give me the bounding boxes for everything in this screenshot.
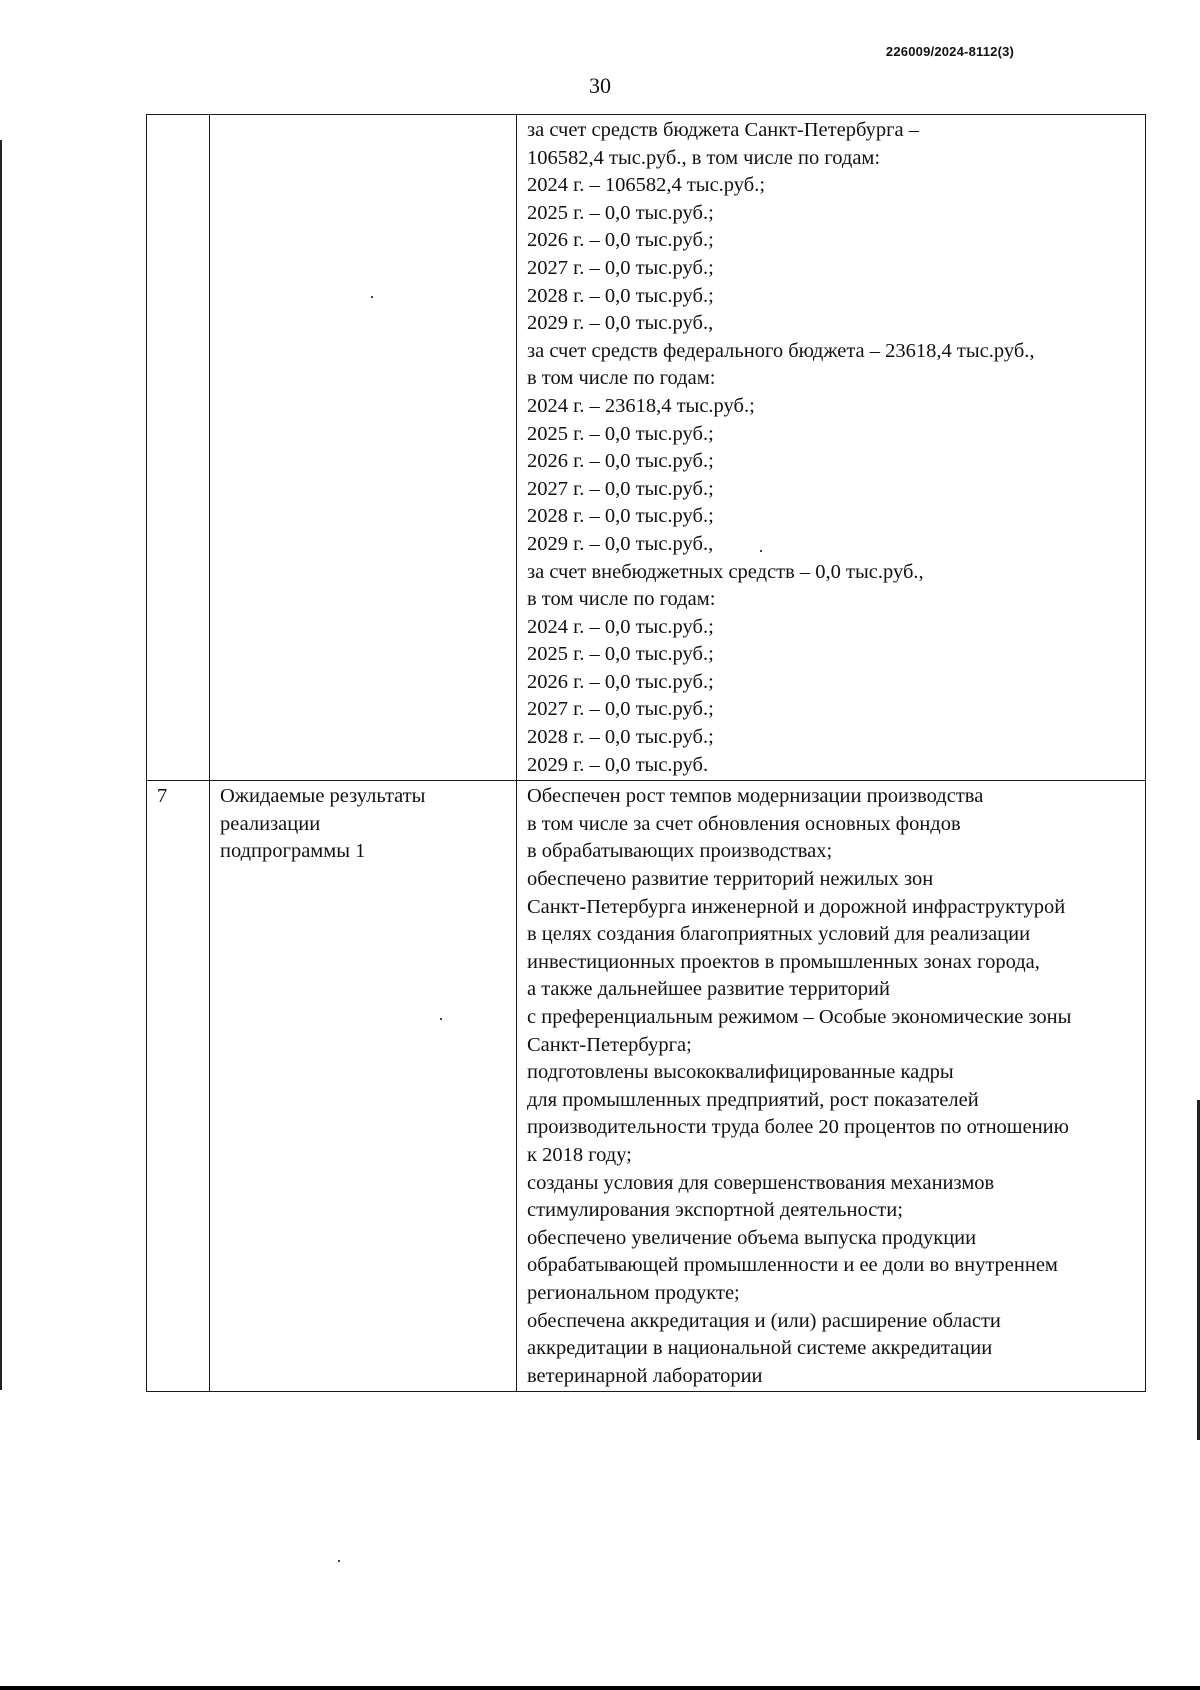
row-number-cell bbox=[147, 115, 210, 781]
row-content-line: в целях создания благоприятных условий для реализации bbox=[527, 923, 1031, 946]
row-content-line: 106582,4 тыс.руб., в том числе по годам: bbox=[527, 146, 881, 169]
row-content-cell bbox=[517, 781, 1146, 1392]
scan-edge-left bbox=[0, 140, 2, 1390]
row-content-line: 2026 г. – 0,0 тыс.руб.; bbox=[527, 670, 714, 693]
row-content-line: в том числе за счет обновления основных фондов bbox=[527, 812, 961, 835]
scan-speck bbox=[760, 550, 762, 552]
row-content-line: 2024 г. – 0,0 тыс.руб.; bbox=[527, 615, 714, 638]
row-content-line: 2029 г. – 0,0 тыс.руб., bbox=[527, 312, 714, 335]
row-content-line: Обеспечен рост темпов модернизации производства bbox=[527, 785, 984, 808]
row-content-line: обеспечено увеличение объема выпуска продукции bbox=[527, 1226, 977, 1249]
row-title-line: Ожидаемые результаты bbox=[220, 785, 426, 808]
row-content-line: региональном продукте; bbox=[527, 1281, 740, 1304]
row-content-line: 2024 г. – 106582,4 тыс.руб.; bbox=[527, 174, 766, 197]
row-content-line: 2026 г. – 0,0 тыс.руб.; bbox=[527, 229, 714, 252]
page-number: 30 bbox=[589, 73, 611, 98]
row-title-cell bbox=[210, 781, 517, 1392]
row-content-line: с преференциальным режимом – Особые экономические зоны bbox=[527, 1006, 1072, 1028]
row-number-cell bbox=[147, 781, 210, 1392]
row-content-line: 2027 г. – 0,0 тыс.руб.; bbox=[527, 256, 714, 279]
table-body bbox=[147, 115, 1146, 1392]
row-content-line: в том числе по годам: bbox=[527, 367, 716, 390]
row-number: 7 bbox=[157, 785, 168, 808]
scan-speck bbox=[371, 296, 373, 298]
scan-speck bbox=[338, 1560, 340, 1562]
scan-speck bbox=[440, 1018, 442, 1020]
row-content-line: 2025 г. – 0,0 тыс.руб.; bbox=[527, 422, 714, 445]
row-content-line: обрабатывающей промышленности и ее доли во внутреннем bbox=[527, 1254, 1058, 1277]
row-content-line: за счет средств бюджета Санкт-Петербурга – bbox=[527, 119, 919, 141]
row-content-line: к 2018 году; bbox=[527, 1143, 632, 1166]
row-content-line: 2025 г. – 0,0 тыс.руб.; bbox=[527, 643, 714, 666]
document-number: 226009/2024-8112(3) bbox=[885, 44, 1015, 59]
program-table bbox=[146, 114, 1146, 1392]
row-content-line: за счет средств федерального бюджета – 23618,4 тыс.руб., bbox=[527, 339, 1035, 362]
row-content-line: обеспечено развитие территорий нежилых зон bbox=[527, 868, 934, 891]
row-content-line: 2029 г. – 0,0 тыс.руб. bbox=[527, 753, 709, 776]
row-content-line: в том числе по годам: bbox=[527, 588, 716, 611]
row-title-line: реализации bbox=[220, 812, 321, 835]
row-content-line: за счет внебюджетных средств – 0,0 тыс.руб., bbox=[527, 560, 924, 583]
row-content-line: 2027 г. – 0,0 тыс.руб.; bbox=[527, 698, 714, 721]
row-content-line: инвестиционных проектов в промышленных зонах города, bbox=[527, 950, 1040, 973]
row-content-line: 2024 г. – 23618,4 тыс.руб.; bbox=[527, 394, 755, 417]
row-content-cell bbox=[517, 115, 1146, 781]
row-content-line: 2028 г. – 0,0 тыс.руб.; bbox=[527, 284, 714, 307]
row-content-line: Санкт-Петербурга инженерной и дорожной инфраструктурой bbox=[527, 895, 1066, 918]
row-content-line: для промышленных предприятий, рост показателей bbox=[527, 1088, 979, 1111]
row-content-line: 2028 г. – 0,0 тыс.руб.; bbox=[527, 505, 714, 528]
table-row bbox=[147, 115, 1146, 781]
row-content-line: подготовлены высококвалифицированные кадры bbox=[527, 1061, 954, 1084]
row-content-line: 2027 г. – 0,0 тыс.руб.; bbox=[527, 477, 714, 500]
row-content-line: ветеринарной лаборатории bbox=[527, 1364, 763, 1387]
row-content-line: Санкт-Петербурга; bbox=[527, 1033, 692, 1056]
row-content-line: 2029 г. – 0,0 тыс.руб., bbox=[527, 532, 714, 555]
row-content-line: обеспечена аккредитация и (или) расширение области bbox=[527, 1309, 1001, 1332]
table-row bbox=[147, 781, 1146, 1392]
row-content-line: а также дальнейшее развитие территорий bbox=[527, 978, 890, 1001]
scan-edge-bottom bbox=[0, 1686, 1200, 1690]
row-content-line: производительности труда более 20 процентов по отношению bbox=[527, 1116, 1069, 1139]
row-content-line: созданы условия для совершенствования механизмов bbox=[527, 1171, 995, 1194]
row-content-line: аккредитации в национальной системе аккредитации bbox=[527, 1337, 993, 1360]
row-content-line: 2025 г. – 0,0 тыс.руб.; bbox=[527, 201, 714, 224]
row-title-line: подпрограммы 1 bbox=[220, 840, 366, 863]
row-content-line: стимулирования экспортной деятельности; bbox=[527, 1199, 903, 1222]
row-content-line: 2026 г. – 0,0 тыс.руб.; bbox=[527, 450, 714, 473]
row-content-line: 2028 г. – 0,0 тыс.руб.; bbox=[527, 726, 714, 749]
row-title-cell bbox=[210, 115, 517, 781]
row-content-line: в обрабатывающих производствах; bbox=[527, 840, 833, 863]
